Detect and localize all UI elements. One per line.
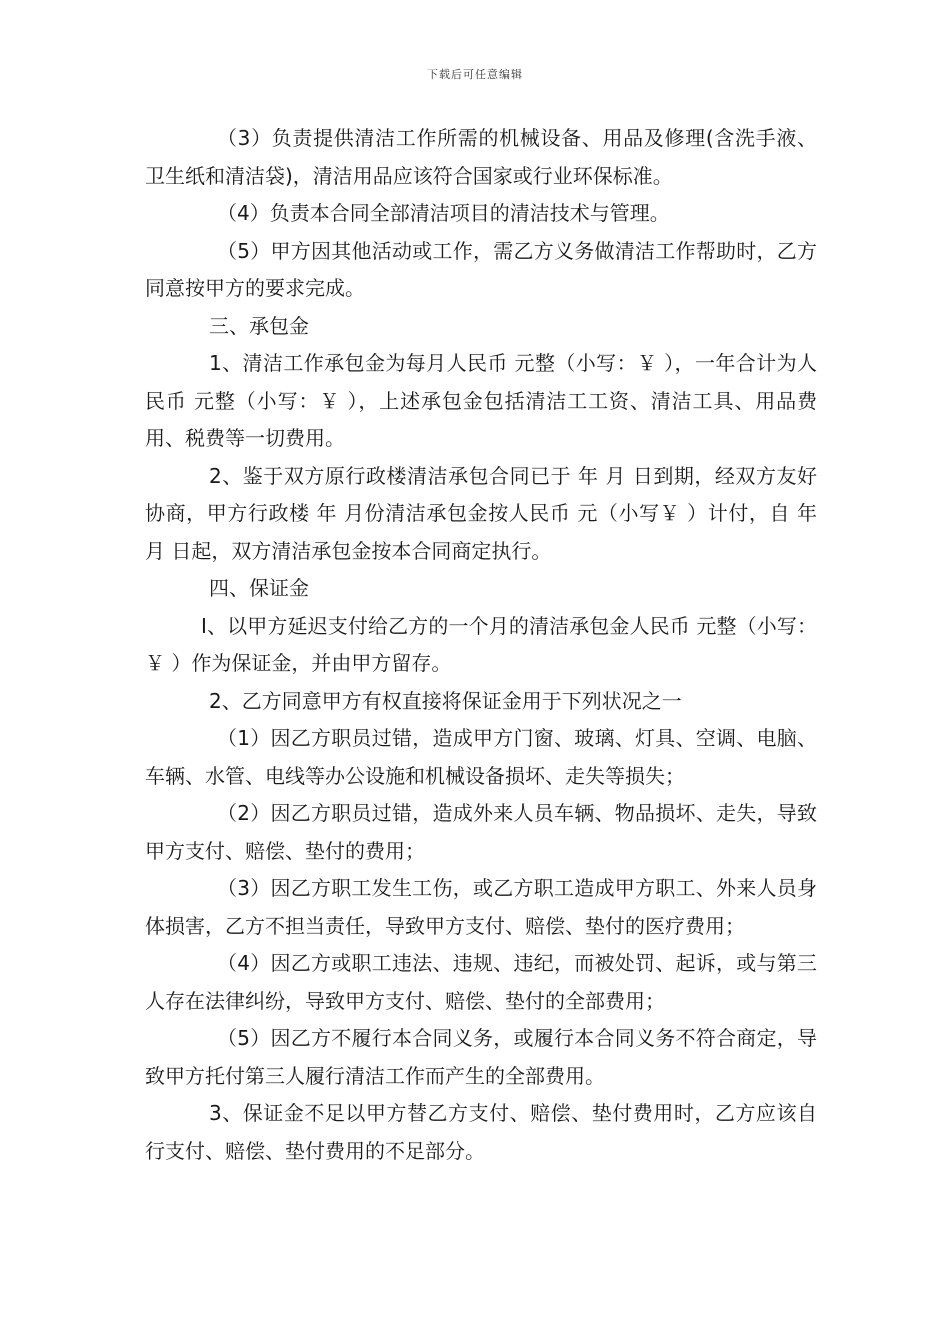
fee-clause-1: 1、清洁工作承包金为每月人民币 元整（小写：￥ ），一年合计为人民币 元整（小写：￥ ），上述承包金包括清洁工工资、清洁工具、用品费用、税费等一切费用。 [145, 351, 817, 450]
deposit-case-2: （2）因乙方职员过错，造成外来人员车辆、物品损坏、走失，导致甲方支付、赔偿、垫付的费用； [145, 801, 817, 863]
deposit-case-4: （4）因乙方或职工违法、违规、违纪，而被处罚、起诉，或与第三人存在法律纠纷，导致甲方支付、赔偿、垫付的全部费用； [145, 951, 817, 1013]
deposit-case-5: （5）因乙方不履行本合同义务，或履行本合同义务不符合商定，导致甲方托付第三人履行清洁工作而产生的全部费用。 [145, 1026, 817, 1088]
deposit-case-3: （3）因乙方职工发生工伤，或乙方职工造成甲方职工、外来人员身体损害，乙方不担当责任，导致甲方支付、赔偿、垫付的医疗费用； [145, 876, 817, 938]
clause-3-equipment: （3）负责提供清洁工作所需的机械设备、用品及修理(含洗手液、卫生纸和清洁袋)，清洁用品应该符合国家或行业环保标准。 [145, 126, 817, 188]
deposit-clause-2: 2、乙方同意甲方有权直接将保证金用于下列状况之一 [209, 688, 682, 713]
clause-5-assistance: （5）甲方因其他活动或工作，需乙方义务做清洁工作帮助时，乙方同意按甲方的要求完成。 [145, 238, 817, 300]
deposit-case-1: （1）因乙方职员过错，造成甲方门窗、玻璃、灯具、空调、电脑、车辆、水管、电线等办公设施和机械设备损坏、走失等损失； [145, 726, 817, 788]
fee-clause-2: 2、鉴于双方原行政楼清洁承包合同已于 年 月 日到期，经双方友好协商，甲方行政楼 年 月份清洁承包金按人民币 元（小写￥ ）计付，自 年 月 日起，双方清洁承包金按本合同商定执行。 [145, 463, 817, 563]
document-body [145, 120, 817, 1170]
deposit-clause-1: I、以甲方延迟支付给乙方的一个月的清洁承包金人民币 元整（小写：￥ ）作为保证金，并由甲方留存。 [145, 613, 817, 675]
section-heading-contract-fee: 三、承包金 [209, 313, 309, 338]
section-heading-deposit: 四、保证金 [209, 576, 309, 600]
clause-4-management: （4）负责本合同全部清洁项目的清洁技术与管理。 [217, 201, 670, 225]
page-header-note: 下载后可任意编辑 [427, 68, 523, 81]
deposit-clause-3: 3、保证金不足以甲方替乙方支付、赔偿、垫付费用时，乙方应该自行支付、赔偿、垫付费用的不足部分。 [145, 1101, 817, 1163]
